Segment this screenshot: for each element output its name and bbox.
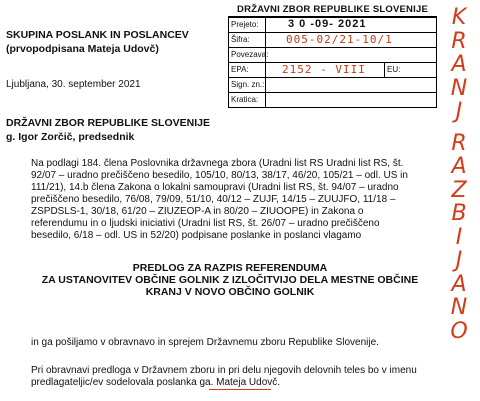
title-line: PREDLOG ZA RAZPIS REFERENDUMA: [132, 262, 328, 274]
body-line: 111/21), 14.b člena Zakona o lokalni samoupravi (Uradni list RS, št. 94/07 – uradno: [31, 182, 399, 193]
hand-letter: B: [451, 201, 467, 226]
stamp-date: 3 0 -09- 2021: [288, 18, 367, 30]
stamp-label: Kratica:: [231, 95, 259, 104]
representative-paragraph: [31, 365, 443, 389]
hand-letter: N: [450, 75, 468, 101]
sender-name: SKUPINA POSLANK IN POSLANCEV: [6, 29, 189, 41]
body-line: Na podlagi 184. člena Poslovnika državnega zbora (Uradni list RS Uradni list RS, št.: [31, 158, 404, 169]
hand-letter: N: [450, 295, 468, 320]
place-date: Ljubljana, 30. september 2021: [6, 79, 141, 90]
body-line: besedilo, 6/18 – odl. US in 52/20) podpisane poslanke in poslanci vlagamo: [31, 230, 362, 241]
hand-letter: A: [451, 52, 467, 77]
stamp-label: Sign. zn.:: [231, 80, 265, 89]
body-line: prečiščeno besedilo, 76/08, 79/09, 51/10, 40/12 – ZUJF, 14/15 – ZUUJFO, 11/18 –: [31, 194, 396, 205]
proposal-title: [20, 262, 440, 298]
hand-letter: A: [451, 154, 467, 179]
stamp-row-code: [228, 33, 437, 48]
stamp-row-sign: [228, 78, 437, 93]
stamp-code: 005-02/21-10/1: [286, 33, 393, 46]
stamp-label: Šifra:: [231, 35, 250, 44]
para-line: predlagateljic/ev sodelovala poslanka ga. Mateja Udovč.: [31, 377, 281, 388]
stamp-title: DRŽAVNI ZBOR REPUBLIKE SLOVENIJE: [228, 4, 437, 17]
sender-subtitle: (prvopodpisana Mateja Udovč): [6, 43, 159, 55]
recipient-name: DRŽAVNI ZBOR REPUBLIKE SLOVENIJE: [6, 117, 210, 129]
receipt-stamp: [228, 4, 437, 108]
title-line: ZA USTANOVITEV OBČINE GOLNIK Z IZLOČITVIJO DELA MESTNE OBČINE: [41, 274, 419, 286]
stamp-row-abbr: [228, 93, 437, 108]
body-paragraph: [31, 158, 439, 242]
hand-letter: K: [451, 5, 467, 30]
submission-paragraph: in ga pošiljamo v obravnavo in sprejem Državnemu zboru Republike Slovenije.: [31, 337, 379, 348]
stamp-eu-label: EU:: [384, 63, 436, 77]
hand-letter: O: [450, 318, 468, 344]
stamp-label: Povezava:: [231, 50, 269, 59]
hand-letter: R: [451, 28, 467, 54]
hand-letter: Z: [451, 177, 467, 203]
hand-letter: R: [451, 130, 467, 156]
body-line: ZSPDSLS-1, 30/18, 61/20 – ZIUZEOP-A in 80/20 – ZIUOOPE) in Zakona o: [31, 206, 364, 217]
stamp-row-received: [228, 17, 437, 33]
body-line: 92/07 – uradno prečiščeno besedilo, 105/10, 80/13, 38/17, 46/20, 105/21 – odl. US in: [31, 170, 408, 181]
handwritten-underline: [209, 389, 271, 390]
para-line: Pri obravnavi predloga v Državnem zboru in pri delu njegovih delovnih teles bo v imenu: [31, 365, 417, 376]
handwritten-margin-note: [441, 6, 477, 343]
hand-letter: J: [455, 248, 463, 273]
title-line: KRANJ V NOVO OBČINO GOLNIK: [145, 286, 315, 298]
stamp-row-epa: [228, 63, 437, 78]
stamp-row-link: [228, 48, 437, 63]
stamp-label: Prejeto:: [231, 20, 259, 29]
recipient-person: g. Igor Zorčič, predsednik: [6, 131, 135, 143]
stamp-label: EPA:: [231, 65, 249, 74]
stamp-epa: 2152 - VIII: [282, 63, 366, 76]
body-line: referendumu in o ljudski iniciativi (Uradni list RS, št. 26/07 – uradno prečiščeno: [31, 218, 380, 229]
hand-letter: I: [455, 224, 463, 250]
hand-letter: A: [451, 271, 467, 297]
hand-letter: J: [455, 99, 463, 124]
